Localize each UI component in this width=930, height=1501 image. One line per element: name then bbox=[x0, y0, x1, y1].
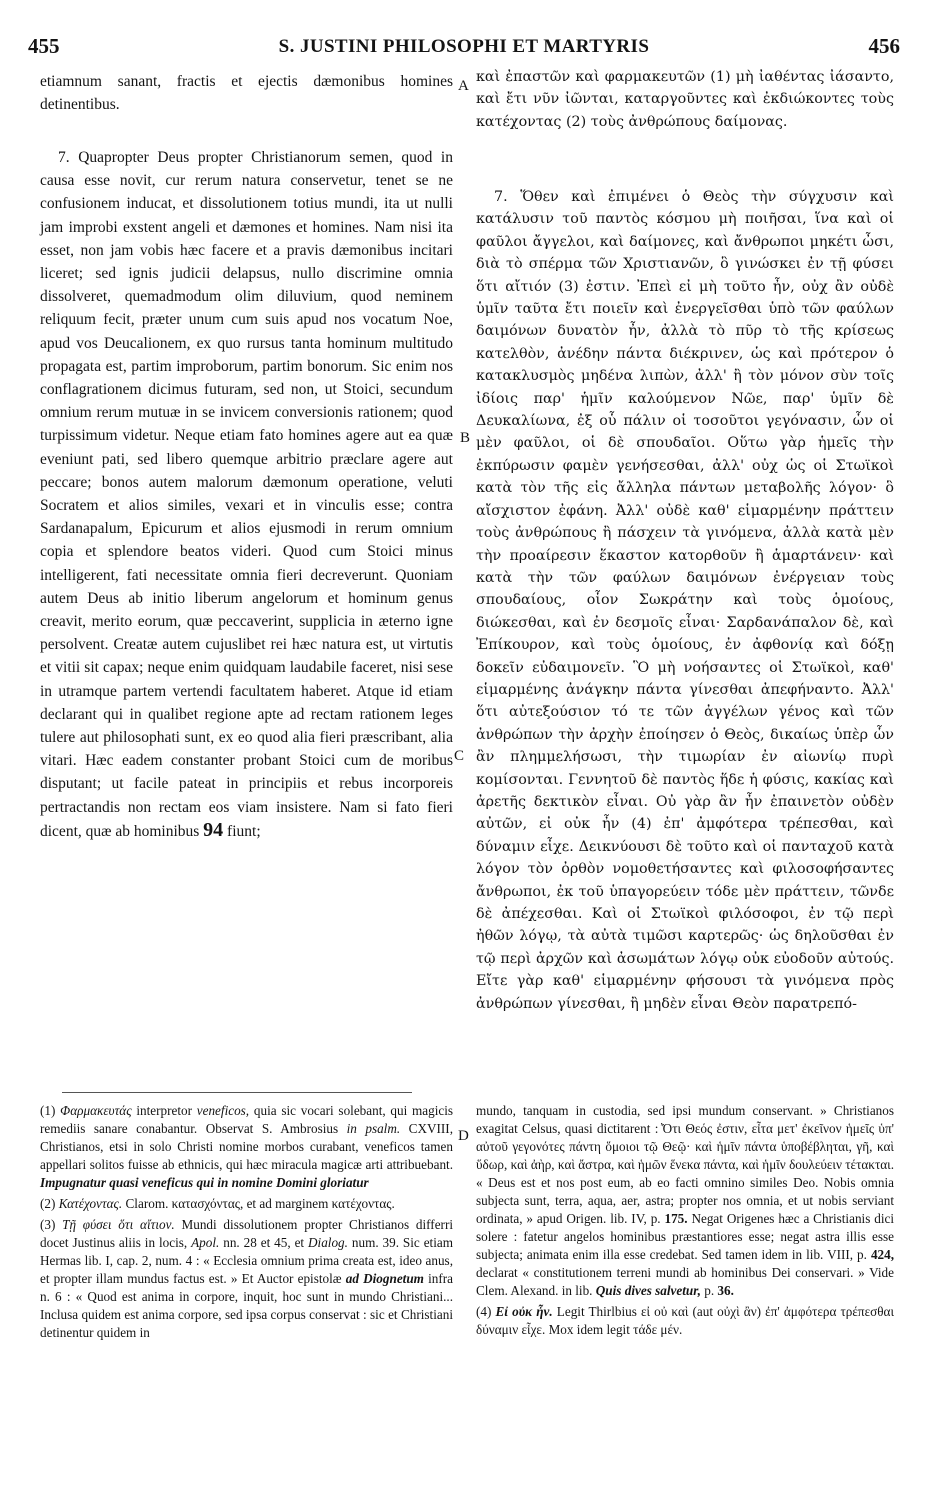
footnote-3-page-3: 36. bbox=[717, 1283, 734, 1298]
footnote-4-lemma: Εἰ οὐκ ἦν. bbox=[495, 1304, 553, 1319]
footnote-divider bbox=[62, 1092, 412, 1093]
footnote-2-number: (2) bbox=[40, 1196, 56, 1211]
footnote-3-text-2: nn. 28 et 45, et bbox=[223, 1235, 305, 1250]
footnote-1-text-3: CXVIII, Christianos, etsi in solo Christi nomine morbos curabant, veneficos tamen appellari solitos fuisse ab ethnicis, qui hæc miracula magicæ arti attribuebant. bbox=[40, 1121, 453, 1172]
right-page-number: 456 bbox=[868, 34, 900, 58]
margin-marker-d: D bbox=[458, 1128, 469, 1144]
margin-marker-b: B bbox=[460, 430, 471, 446]
footnote-3-cont-text-4: p. bbox=[704, 1283, 715, 1298]
footnote-3-cont-text-2: Negat Origenes hæc a Christianis dici solere : fatetur angelos hominibus præstantiores esse; negat astra illis esse subjecta; animata enim illa esse credebat. Sed tamen idem in lib. VIII, p. bbox=[476, 1211, 894, 1262]
footnote-3-lemma: Τῇ φύσει ὅτι αἴτιον. bbox=[62, 1217, 175, 1232]
footnote-1-number: (1) bbox=[40, 1103, 56, 1118]
footnote-3-dialog: Dialog. bbox=[308, 1235, 348, 1250]
running-title: S. JUSTINI PHILOSOPHI ET MARTYRIS bbox=[278, 36, 650, 57]
footnote-4-number: (4) bbox=[476, 1304, 492, 1319]
footnote-3 bbox=[40, 1216, 453, 1342]
greek-column bbox=[476, 66, 894, 1015]
left-page-number: 455 bbox=[28, 34, 60, 58]
footnote-1-text: interpretor bbox=[136, 1103, 192, 1118]
page-reference: 94 bbox=[203, 818, 224, 841]
latin-paragraph-2 bbox=[40, 146, 453, 843]
running-header bbox=[28, 34, 900, 60]
latin-paragraph-1: etiamnum sanant, fractis et ejectis dæmonibus homines detinentibus. bbox=[40, 73, 453, 114]
footnote-3-diognetum: ad Diognetum bbox=[345, 1271, 424, 1286]
footnotes-right bbox=[476, 1102, 894, 1339]
footnote-4-text: Legit Thirlbius εἰ οὐ καὶ (aut οὐχὶ ἂν) ἐπ' ἀμφότερα τρέπεσθαι δύναμιν εἶχε. Mox idem legit τάδε μέν. bbox=[476, 1304, 895, 1337]
footnote-1-ref: in psalm. bbox=[346, 1121, 401, 1136]
greek-paragraph-2: 7. Ὅθεν καὶ ἐπιμένει ὁ Θεὸς τὴν σύγχυσιν καὶ κατάλυσιν τοῦ παντὸς κόσμου μὴ ποιῆσαι, ἵνα καὶ οἱ φαῦλοι ἄγγελοι, καὶ δαίμονες, καὶ ἄνθρωποι μηκέτι ὦσι, διὰ τὸ σπέρμα τῶν Χριστιανῶν, ὃ γινώσκει ἐν τῇ φύσει ὅτι αἴτιόν (3) ἐστιν. Ἐπεὶ εἰ μὴ τοῦτο ἦν, οὐχ ἂν οὐδὲ ὑμῖν ταῦτα ἔτι ποιεῖν καὶ ἐνεργεῖσθαι ὑπὸ τῶν φαύλων δαιμόνων δυνατὸν ἦν, ἀλλὰ τὸ πῦρ τὸ τῆς κρίσεως κατελθὸν, ἀνέδην πάντα διέκρινεν, ὡς καὶ πρότερον ὁ κατακλυσμὸς μηδένα λιπὼν, ἀλλ' ἢ τὸν μόνον σὺν τοῖς ἰδίοις παρ' ἡμῖν καλούμενον Νῶε, παρ' ὑμῖν δὲ Δευκαλίωνα, ἐξ οὗ πάλιν οἱ τοσοῦτοι γεγόνασιν, ὧν οἱ μὲν φαῦλοι, οἱ δὲ σπουδαῖοι. Οὕτω γὰρ ἡμεῖς τὴν ἐκπύρωσιν φαμὲν γενήσεσθαι, ἀλλ' οὐχ ὡς οἱ Στωϊκοὶ κατὰ τὸν τῆς εἰς ἄλληλα πάντων μεταβολῆς λόγον· ὃ αἴσχιστον ἐφάνη. Ἀλλ' οὐδὲ καθ' εἱμαρμένην πράττειν τοὺς ἀνθρώπους ἢ πάσχειν τὰ γινόμενα, ἀλλὰ κατὰ μὲν τὴν προαίρεσιν ἕκαστον κατορθοῦν ἢ ἁμαρτάνειν· καὶ κατὰ τὴν τῶν φαύλων δαιμόνων ἐνέργειαν τοὺς σπουδαίους, οἷον Σωκράτην καὶ τοὺς ὁμοίους, διώκεσθαι, καὶ ἐν δεσμοῖς εἶναι· Σαρδανάπαλον δὲ, καὶ Ἐπίκουρον, καὶ τοὺς ὁμοίους, ἐν ἀφθονίᾳ καὶ δόξῃ δοκεῖν εὐδαιμονεῖν. Ὃ μὴ νοήσαντες οἱ Στωϊκοὶ, καθ' εἱμαρμένης ἀνάγκην πάντα γίνεσθαι ἀπεφήναντο. Ἀλλ' ὅτι αὐτεξούσιον τό τε τῶν ἀγγέλων γένος καὶ τῶν ἀνθρώπων τὴν ἀρχὴν ἐποίησεν ὁ Θεὸς, δικαίως ὑπὲρ ὧν ἂν πλημμελήσωσι, τὴν τιμωρίαν ἐν αἰωνίῳ πυρὶ κομίσονται. Γεννητοῦ δὲ παντὸς ἥδε ἡ φύσις, κακίας καὶ ἀρετῆς δεκτικὸν εἶναι. Οὐ γὰρ ἂν ἦν ἐπαινετὸν οὐδὲν αὐτῶν, εἰ οὐκ ἦν (4) ἐπ' ἀμφότερα τρέπεσθαι, καὶ δύναμιν εἶχε. Δεικνύουσι δὲ τοῦτο καὶ οἱ πανταχοῦ κατὰ λόγον τὸν ὀρθὸν νομοθετήσαντες καὶ φιλοσοφήσαντες ἄνθρωποι, ἐκ τοῦ ὑπαγορεύειν τόδε μὲν πράττειν, τῶνδε δὲ ἀπέχεσθαι. Καὶ οἱ Στωϊκοὶ φιλόσοφοι, ἐν τῷ περὶ ἠθῶν λόγῳ, τὰ αὐτὰ τιμῶσι καρτερῶς· ὡς δηλοῦσθαι ἐν τῷ περὶ ἀρχῶν καὶ ἀσωμάτων λόγῳ οὐκ εὐοδοῦν αὐτούς. Εἴτε γὰρ καθ' εἱμαρμένην φήσουσι τὰ γινόμενα πρὸς ἀνθρώπων γίνεσθαι, ἢ μηδὲν εἶναι Θεὸν παρατρεπό- bbox=[476, 189, 894, 1012]
latin-paragraph-2-text: 7. Quapropter Deus propter Christianorum semen, quod in causa esse novit, cur rerum natura conservetur, tenet se ne confusionem inducat, et dissolutionem totius mundi, ita ut nulli jam improbi exstent angeli et dæmones et homines. Nam nisi ita esset, non jam vobis hæc facere et a pravis dæmonibus incitari liceret; sed ignis judicii delapsus, nullo discrimine omnia dissolveret, quemadmodum olim diluvium, quod neminem reliquum fecit, præter unum cum suis apud nos vocatum Noe, apud vos Deucalionem, ex quo rursus tanta hominum multitudo propagata est, partim improborum, partim bonorum. Sic enim nos conflagrationem dicimus futuram, sed non, ut Stoici, secundum omnium rerum mutuæ in se invicem conversionis rationem; quod turpissimum videtur. Neque etiam fato homines agere aut ea quæ eveniunt pati, sed libero quemque arbitrio præclare agere aut peccare; bonos autem malorum dæmonum operatione, veluti Socratem et alios similes, vexari et in vinculis esse; contra Sardanapalum, Epicurum et alios ejusmodi in rerum omnium copia et splendore beatos videri. Quod cum Stoici minus intelligerent, fati necessitate omnia fieri decreverunt. Quoniam autem Deus ab initio liberum angelorum et hominum genus creavit, merito eorum, quæ peccaverint, supplicia in æterno igne persolvent. Creatæ autem cujuslibet rei hæc natura est, ut virtutis et vitii sit capax; neque enim quidquam laudabile faceret, nisi sese in utramque partem vertendi facultatem haberet. Atque id etiam declarant qui in qualibet regione apte ad rectam rationem leges tulere aut philosophati sunt, ex eo quod alia fieri præscribant, alia vitari. Hæc eadem constanter probant Stoici cum de moribus disputant; ut facile pateat in principiis et rebus incorporeis pertractandis non rectam eos viam insistere. Nam si fato fieri dicent, quæ ab hominibus bbox=[40, 149, 453, 840]
footnote-1-quote: Impugnatur quasi veneficus qui in nomine Domini gloriatur bbox=[40, 1175, 369, 1190]
footnote-3-text-3: num. 39. Sic etiam Hermas lib. I, cap. 2, num. 4 : « Ecclesia omnium prima creata est, ideo anus, et propter illam mundus factus est. » Et Auctor epistolæ bbox=[40, 1235, 453, 1286]
footnote-3-page-2: 424, bbox=[870, 1247, 895, 1262]
footnote-2 bbox=[40, 1195, 453, 1213]
latin-paragraph-2-end: fiunt; bbox=[227, 822, 261, 840]
greek-paragraph-1: καὶ ἐπαστῶν καὶ φαρμακευτῶν (1) μὴ ἰαθέντας ἰάσαντο, καὶ ἔτι νῦν ἰῶνται, καταργοῦντες καὶ ἐκδιώκοντες τοὺς κατέχοντας (2) τοὺς ἀνθρώπους δαίμονας. bbox=[476, 69, 894, 130]
footnote-3-continued bbox=[476, 1102, 894, 1300]
footnote-1-text-2: quia sic vocari solebant, qui magicis remediis sanare conabantur. Observat S. Ambrosius bbox=[40, 1103, 454, 1136]
footnote-3-cont-text: mundo, tanquam in custodia, sed ipsi mundum conservant. » Christianos exagitat Celsus, quasi dictitarent : ̓Ότι Θεός ἐστιν, εἶτα μετ' ἐκεῖνον ἡμεῖς ὑπ' αὐτοῦ γεγονότες πάντη ὅμοιοι τῷ Θεῷ· καὶ ἡμῖν πάντα ὑποβέβληται, γῆ, καὶ ὕδωρ, καὶ ἀὴρ, καὶ ἄστρα, καὶ ἡμῶν ἕνεκα πάντα, καὶ ἡμῖν δουλεύειν τέτακται. « Deus est et nos post eum, ab eo facti omnino similes Deo. Nobis omnia subjecta sunt, terra, aqua, aer, astra; propter nos omnia, et ut nobis serviant ordinata, » apud Origen. lib. IV, p. bbox=[476, 1103, 894, 1226]
footnote-3-page-1: 175. bbox=[664, 1211, 688, 1226]
latin-column bbox=[40, 70, 453, 843]
footnote-2-lemma: Κατέχοντας. bbox=[58, 1196, 123, 1211]
footnote-2-text: Clarom. κατασχόντας, et ad marginem κατέχοντας. bbox=[125, 1196, 395, 1211]
footnote-3-number: (3) bbox=[40, 1217, 56, 1232]
footnote-3-text: Mundi dissolutionem propter Christianos differri docet Justinus aliis in locis, bbox=[40, 1217, 453, 1250]
margin-marker-c: C bbox=[454, 748, 465, 764]
footnote-3-quis-dives: Quis dives salvetur, bbox=[595, 1283, 701, 1298]
footnote-3-cont-text-3: declarat « constitutionem terreni mundi ab hominibus Dei conservari. » Vide Clem. Alexand. in lib. bbox=[476, 1265, 894, 1298]
margin-marker-a: A bbox=[458, 78, 469, 94]
footnotes-left bbox=[40, 1102, 453, 1342]
footnote-1 bbox=[40, 1102, 453, 1192]
footnote-3-text-4: infra n. 6 : « Quod est anima in corpore, inquit, hoc sunt in mundo Christiani... Inclusa quidem est anima corpore, sed ipsa corpus conservat : sic et Christiani detinentur quidem in bbox=[40, 1271, 454, 1340]
footnote-1-lemma: Φαρμακευτάς bbox=[60, 1103, 132, 1118]
footnote-3-apol: Apol. bbox=[191, 1235, 220, 1250]
footnote-4 bbox=[476, 1303, 894, 1339]
footnote-1-term: veneficos, bbox=[196, 1103, 250, 1118]
